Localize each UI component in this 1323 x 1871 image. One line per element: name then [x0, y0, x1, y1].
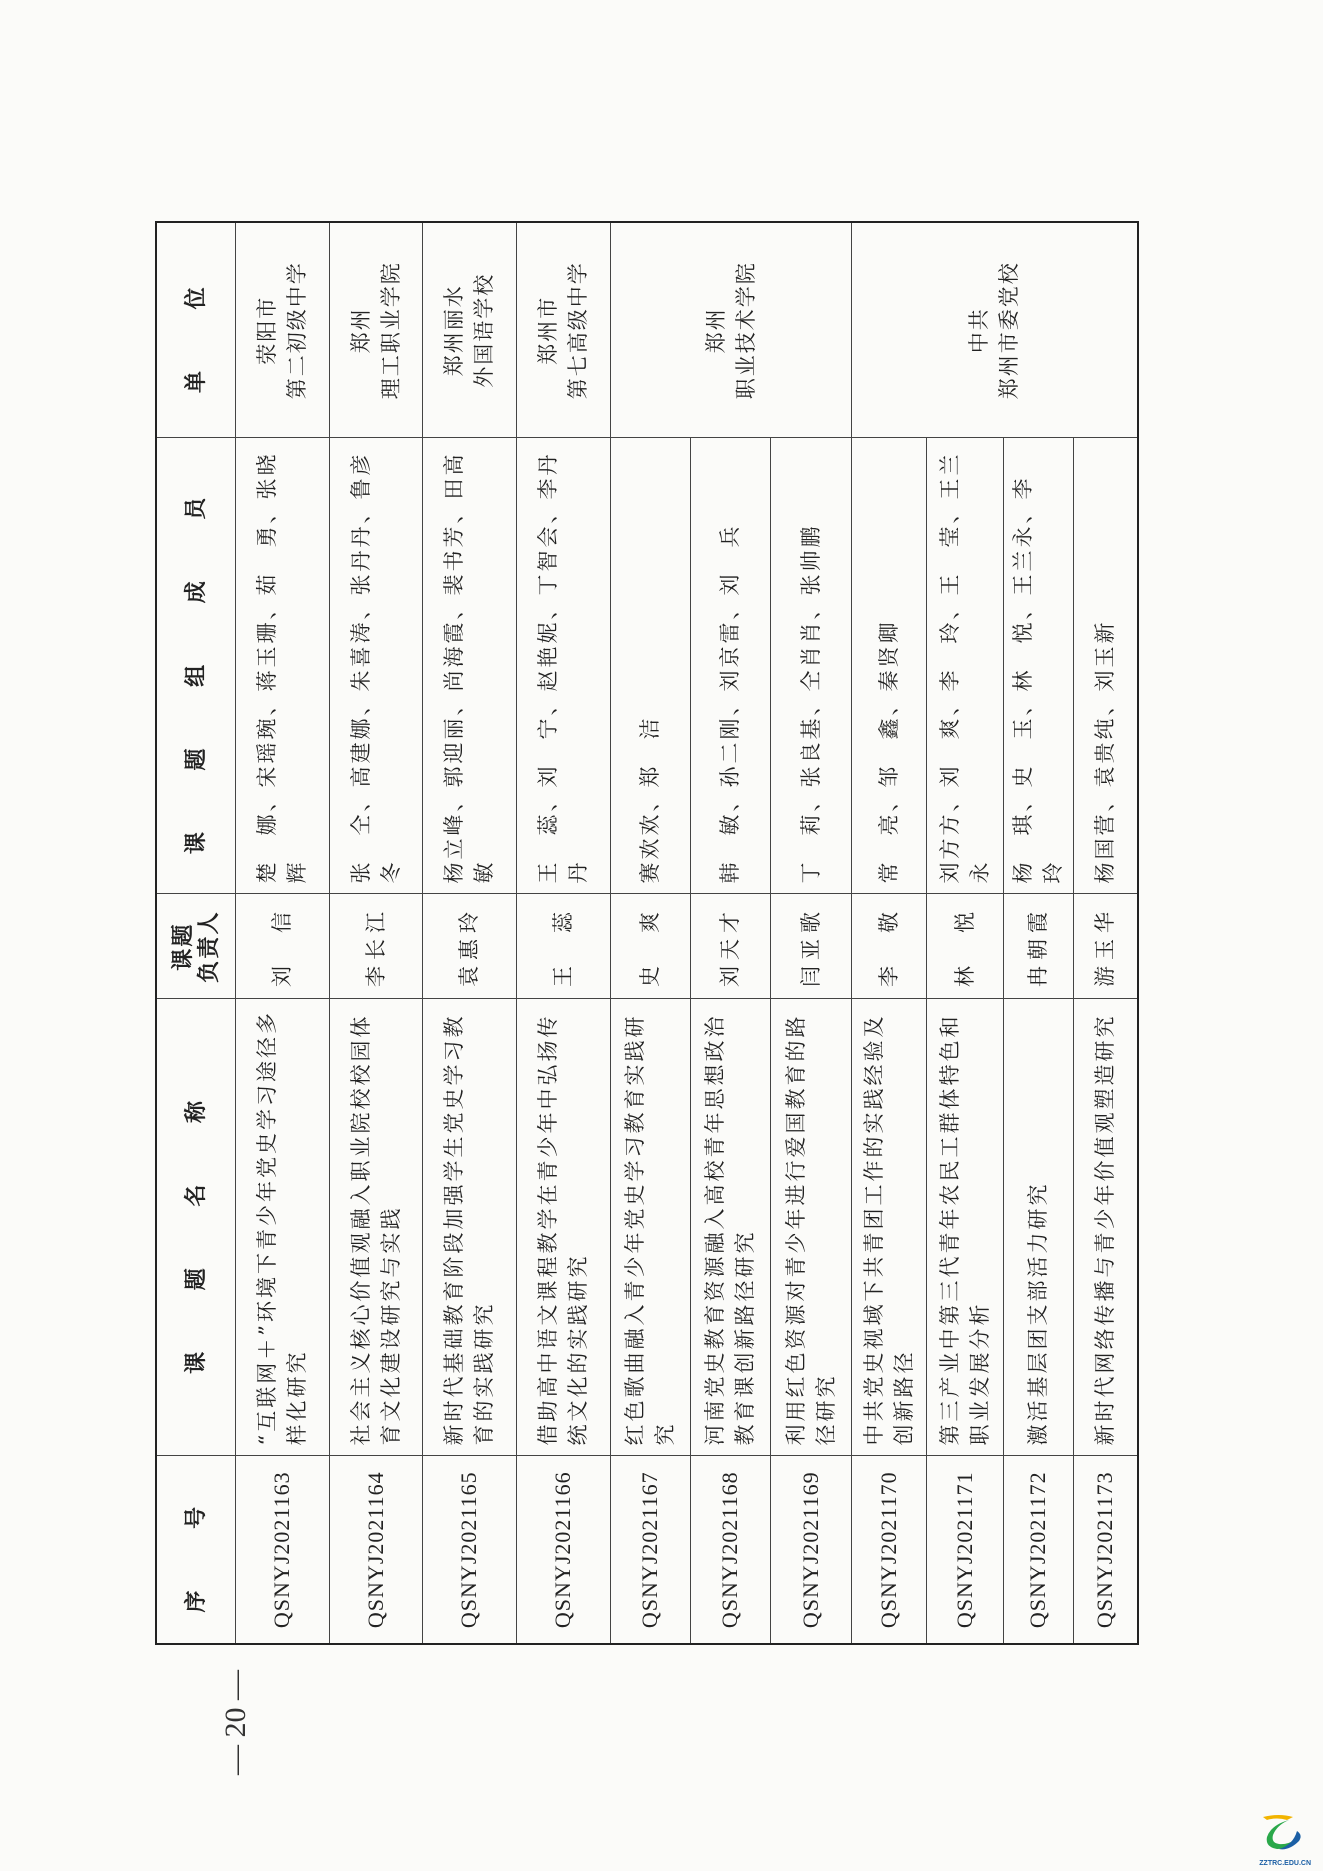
row-members: 张 仝、高建娜、朱喜涛、张丹丹、鲁彦冬 — [329, 438, 422, 894]
row-leader: 王 蕊 — [516, 894, 610, 999]
row-id: QSNYJ2021164 — [329, 1456, 422, 1644]
row-title: 第三产业中第三代青年农民工群体特色和职业发展分析 — [926, 999, 1003, 1456]
header-id: 序 号 — [156, 1456, 235, 1644]
row-id: QSNYJ2021163 — [235, 1456, 329, 1644]
row-members: 杨立峰、郭迎丽、尚海霞、裴书芳、田高敏 — [422, 438, 516, 894]
row-title: 利用红色资源对青少年进行爱国教育的路径研究 — [770, 999, 851, 1456]
page-number: — 20 — — [219, 1670, 252, 1775]
row-unit: 郑州 理工职业学院 — [329, 222, 422, 438]
row-unit: 郑州 职业技术学院 — [610, 222, 851, 438]
header-leader: 课题 负责人 — [156, 894, 235, 999]
row-leader: 刘天才 — [690, 894, 770, 999]
row-members: 丁 莉、张良基、仝肖肖、张帅鹏 — [770, 438, 851, 894]
row-leader: 林 悦 — [926, 894, 1003, 999]
table-row — [235, 222, 329, 1644]
row-leader: 史 爽 — [610, 894, 690, 999]
row-id: QSNYJ2021168 — [690, 1456, 770, 1644]
row-id: QSNYJ2021167 — [610, 1456, 690, 1644]
project-table — [155, 221, 1139, 1645]
row-id: QSNYJ2021172 — [1003, 1456, 1073, 1644]
table-row — [610, 222, 690, 1644]
row-title: 激活基层团支部活力研究 — [1003, 999, 1073, 1456]
row-leader: 李 敬 — [851, 894, 926, 999]
row-unit: 中共 郑州市委党校 — [851, 222, 1138, 438]
row-id: QSNYJ2021166 — [516, 1456, 610, 1644]
header-row — [156, 222, 235, 1644]
row-members: 杨 琪、史 玉、林 悦、王兰永、李 玲 — [1003, 438, 1073, 894]
row-leader: 游玉华 — [1073, 894, 1138, 999]
zztrc-logo-icon — [1249, 1811, 1309, 1857]
row-members: 楚 娜、宋瑶琬、蒋玉珊、茹 勇、张晓辉 — [235, 438, 329, 894]
row-title: 社会主义核心价值观融入职业院校校园体育文化建设研究与实践 — [329, 999, 422, 1456]
row-id: QSNYJ2021173 — [1073, 1456, 1138, 1644]
row-title: 红色歌曲融入青少年党史学习教育实践研究 — [610, 999, 690, 1456]
row-id: QSNYJ2021169 — [770, 1456, 851, 1644]
row-leader: 袁惠玲 — [422, 894, 516, 999]
row-members: 常 亮、邹 鑫、秦贤卿 — [851, 438, 926, 894]
row-members: 王 蕊、刘 宁、赵艳妮、丁智会、李丹丹 — [516, 438, 610, 894]
header-members: 课 题 组 成 员 — [156, 438, 235, 894]
table-row — [516, 222, 610, 1644]
row-title: 借助高中语文课程教学在青少年中弘扬传统文化的实践研究 — [516, 999, 610, 1456]
row-title: 中共党史视域下共青团工作的实践经验及创新路径 — [851, 999, 926, 1456]
row-leader: 冉朝霞 — [1003, 894, 1073, 999]
row-id: QSNYJ2021170 — [851, 1456, 926, 1644]
row-id: QSNYJ2021171 — [926, 1456, 1003, 1644]
header-title: 课 题 名 称 — [156, 999, 235, 1456]
row-leader: 闫亚歌 — [770, 894, 851, 999]
row-members: 刘方方、刘 爽、李 玲、王 莹、王兰永 — [926, 438, 1003, 894]
row-title: “互联网＋”环境下青少年党史学习途径多样化研究 — [235, 999, 329, 1456]
rotated-table-container — [155, 223, 1137, 1645]
row-title: 河南党史教育资源融入高校青年思想政治教育课创新路径研究 — [690, 999, 770, 1456]
row-unit: 郑州丽水 外国语学校 — [422, 222, 516, 438]
row-unit: 荥阳市 第二初级中学 — [235, 222, 329, 438]
table-row — [422, 222, 516, 1644]
row-title: 新时代基础教育阶段加强学生党史学习教育的实践研究 — [422, 999, 516, 1456]
row-title: 新时代网络传播与青少年价值观塑造研究 — [1073, 999, 1138, 1456]
row-leader: 李长江 — [329, 894, 422, 999]
row-members: 赛欢欢、郑 洁 — [610, 438, 690, 894]
table-row — [851, 222, 926, 1644]
row-members: 韩 敏、孙二刚、刘京雷、刘 兵 — [690, 438, 770, 894]
row-members: 杨国营、袁贵纯、刘玉新 — [1073, 438, 1138, 894]
row-unit: 郑州市 第七高级中学 — [516, 222, 610, 438]
watermark-text: ZZTRC.EDU.CN — [1259, 1860, 1311, 1867]
row-leader: 刘 信 — [235, 894, 329, 999]
row-id: QSNYJ2021165 — [422, 1456, 516, 1644]
table-row — [329, 222, 422, 1644]
header-unit: 单 位 — [156, 222, 235, 438]
